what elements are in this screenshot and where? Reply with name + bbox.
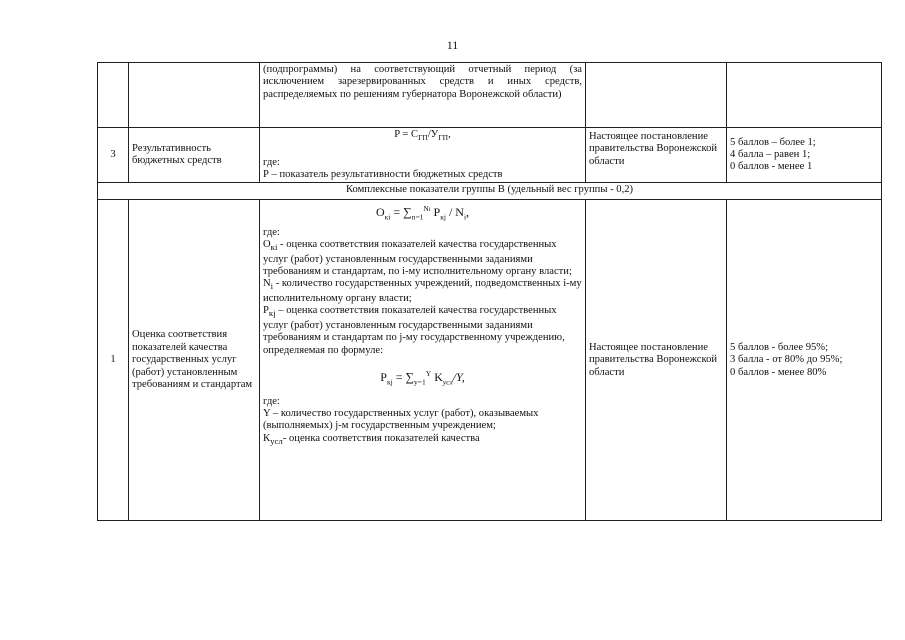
table-row-group-header xyxy=(98,183,882,200)
where-text: Р – показатель результативности бюджетных средств xyxy=(263,168,503,180)
group-header-text: Комплексные показатели группы В (удельный вес группы - 0,2) xyxy=(345,184,634,196)
formula-part: /Y, xyxy=(452,370,465,385)
formula-part: /У xyxy=(427,129,439,140)
formula-part: = ∑ xyxy=(390,205,412,220)
definition-y: Y – количество государственных услуг (работ), оказываемых (выполняемых) j-м государственным учреждением; xyxy=(263,407,539,432)
where-label: где: xyxy=(263,395,280,407)
indicator-name xyxy=(129,128,260,183)
score-line: 0 баллов - менее 1 xyxy=(730,161,813,173)
def-symbol: О xyxy=(263,239,271,251)
score-line: 5 баллов - более 95%; xyxy=(730,341,829,353)
scores-cell xyxy=(727,128,882,183)
table-row-3 xyxy=(98,128,882,183)
cell-number-empty xyxy=(98,63,129,128)
formula-sub: y=1 xyxy=(414,377,426,387)
method-cell xyxy=(260,200,586,521)
cell-continuation-text xyxy=(260,63,586,128)
score-line: 5 баллов – более 1; xyxy=(730,136,816,148)
formula-sub: n=1 xyxy=(411,212,424,222)
indicator-name-text: Оценка соответствия показателей качества государственных услуг (работ) установленным требованиям и стандартам xyxy=(132,329,253,390)
formula-sub: кi xyxy=(384,212,391,222)
definition-pkj xyxy=(263,305,582,357)
source-cell xyxy=(586,128,727,183)
cell-source-empty xyxy=(586,63,727,128)
def-sub: i xyxy=(270,281,274,292)
formula-oki xyxy=(263,202,582,224)
row-number-text: 3 xyxy=(110,148,116,160)
continuation-text: (подпрограммы) на соответствующий отчетный период (за исключением зарезервированных средств и иных средств, распределяемых по решениям губернатора Воронежской области) xyxy=(263,64,582,100)
formula-part: i xyxy=(428,207,431,214)
def-symbol: P xyxy=(263,305,269,317)
source-text: Настоящее постановление правительства Воронежской области xyxy=(589,131,718,167)
formula-sub: кj xyxy=(386,377,393,387)
where-label: где: xyxy=(263,226,280,238)
formula-part: P xyxy=(430,205,441,220)
page-number: 11 xyxy=(446,38,459,52)
row-number xyxy=(98,128,129,183)
where-label: где: xyxy=(263,156,280,168)
row-number-text: 1 xyxy=(110,354,116,366)
group-header xyxy=(98,183,882,200)
criteria-table xyxy=(97,62,882,521)
table-row-1 xyxy=(98,200,882,521)
formula-part: K xyxy=(431,370,443,385)
definition-kusl xyxy=(263,433,582,448)
formula-part: N xyxy=(423,204,429,214)
def-sub: кj xyxy=(268,308,276,319)
method-cell xyxy=(260,128,586,183)
formula-part: , xyxy=(466,205,470,220)
formula-sup xyxy=(423,204,430,213)
formula-sub: кj xyxy=(440,212,446,222)
formula-part: , xyxy=(448,129,451,140)
score-line: 4 балла – равен 1; xyxy=(730,148,811,160)
def-symbol: N xyxy=(263,278,271,290)
formula-part: P = С xyxy=(394,129,419,140)
definition-ni xyxy=(263,278,582,305)
indicator-name-text: Результативность бюджетных средств xyxy=(132,142,222,167)
def-sub: кi xyxy=(270,242,278,253)
source-cell xyxy=(586,200,727,521)
def-text: – оценка соответствия показателей качества государственных услуг (работ) установленным государственными заданиями требованиям и стандартам по j-му государственному учреждению, определяемая по формуле: xyxy=(263,305,565,356)
scores-cell xyxy=(727,200,882,521)
formula-sub: i xyxy=(463,212,467,222)
definition-oki xyxy=(263,239,582,278)
formula-part: = ∑ xyxy=(392,370,415,385)
def-text: - оценка соответствия показателей качества государственных услуг (работ) установленным государственными заданиями требованиям и стандартам, по i-му исполнительному органу власти; xyxy=(263,239,572,278)
cell-scores-empty xyxy=(727,63,882,128)
formula-sub: ГП xyxy=(438,133,449,143)
cell-indicator-empty xyxy=(129,63,260,128)
formula-sup: Y xyxy=(425,369,432,379)
formula-sub: ГП xyxy=(418,133,428,143)
indicator-name xyxy=(129,200,260,521)
def-symbol: К xyxy=(263,432,271,444)
table-row-continuation xyxy=(98,63,882,128)
row-number xyxy=(98,200,129,521)
formula-result xyxy=(263,129,582,145)
formula-pkj xyxy=(263,367,582,389)
def-text: - оценка соответствия показателей качества xyxy=(282,432,480,444)
formula-part: / N xyxy=(445,205,464,220)
formula-part: P xyxy=(380,370,387,385)
score-line: 0 баллов - менее 80% xyxy=(730,366,827,378)
score-line: 3 балла - от 80% до 95%; xyxy=(730,354,843,366)
source-text: Настоящее постановление правительства Воронежской области xyxy=(589,341,718,378)
formula-sub: усл xyxy=(442,377,453,387)
def-text: - количество государственных учреждений, подведомственных i-му исполнительному органу власти; xyxy=(263,278,582,304)
formula-part: O xyxy=(375,205,385,220)
def-sub: усл xyxy=(270,435,283,446)
